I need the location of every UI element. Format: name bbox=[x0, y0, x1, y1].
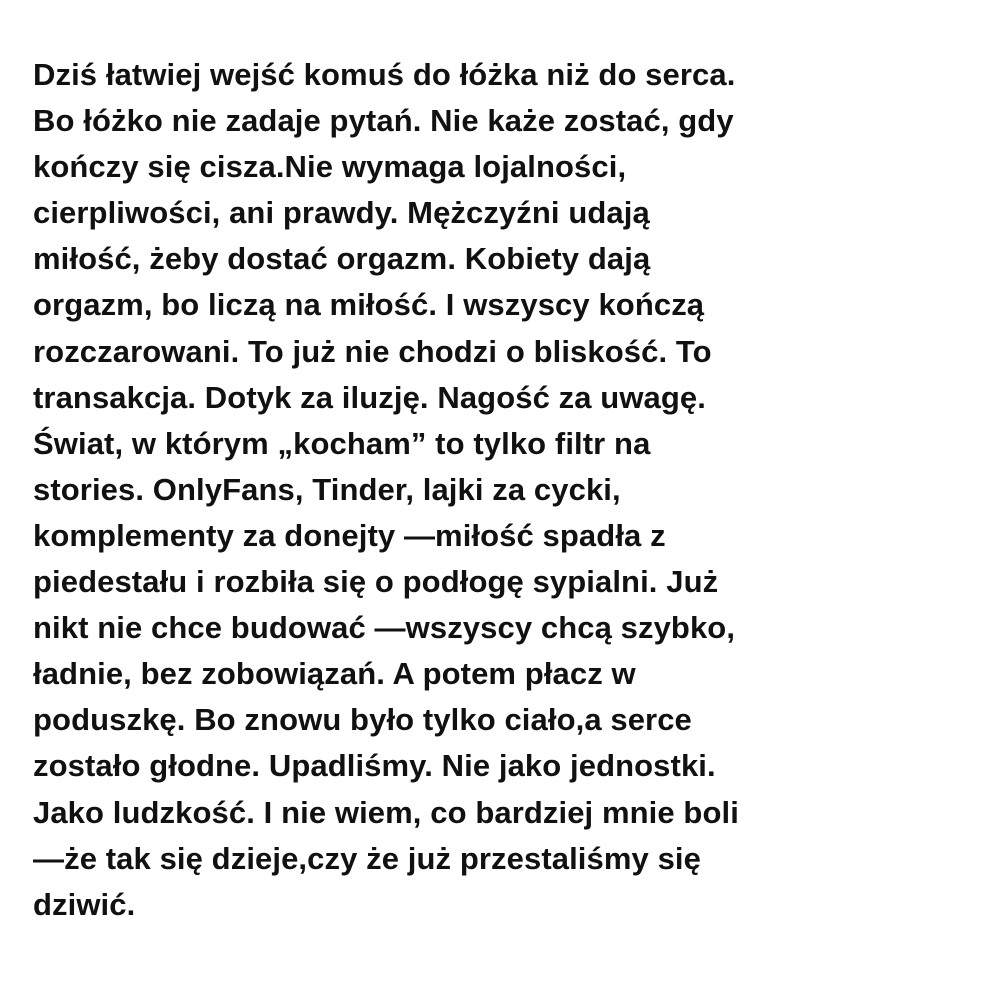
text-line: piedestału i rozbiła się o podłogę sypialni. Już bbox=[33, 564, 719, 600]
text-line: stories. OnlyFans, Tinder, lajki za cycki, bbox=[33, 471, 621, 507]
text-line: zostało głodne. Upadliśmy. Nie jako jednostki. bbox=[33, 748, 716, 784]
text-line: nikt nie chce budować —wszyscy chcą szybko, bbox=[33, 610, 736, 646]
text-line: dziwić. bbox=[33, 886, 136, 922]
text-line: orgazm, bo liczą na miłość. I wszyscy kończą bbox=[33, 287, 705, 323]
text-line: Dziś łatwiej wejść komuś do łóżka niż do serca. bbox=[33, 57, 736, 92]
text-body bbox=[33, 52, 739, 928]
text-line: miłość, żeby dostać orgazm. Kobiety dają bbox=[33, 241, 651, 277]
text-line: komplementy za donejty —miłość spadła z bbox=[33, 517, 666, 553]
text-line: poduszkę. Bo znowu było tylko ciało,a serce bbox=[33, 702, 692, 738]
text-line: kończy się cisza.Nie wymaga lojalności, bbox=[33, 149, 627, 185]
text-line: Jako ludzkość. I nie wiem, co bardziej mnie boli bbox=[33, 794, 739, 830]
text-line: rozczarowani. To już nie chodzi o bliskość. To bbox=[33, 333, 712, 369]
text-line: Świat, w którym „kocham” to tylko filtr na bbox=[33, 425, 651, 461]
text-line: Bo łóżko nie zadaje pytań. Nie każe zostać, gdy bbox=[33, 103, 734, 139]
text-line: cierpliwości, ani prawdy. Mężczyźni udają bbox=[33, 195, 650, 231]
text-line: transakcja. Dotyk za iluzję. Nagość za uwagę. bbox=[33, 379, 706, 415]
text-line: —że tak się dzieje,czy że już przestaliśmy się bbox=[33, 840, 701, 876]
text-line: ładnie, bez zobowiązań. A potem płacz w bbox=[33, 656, 636, 692]
